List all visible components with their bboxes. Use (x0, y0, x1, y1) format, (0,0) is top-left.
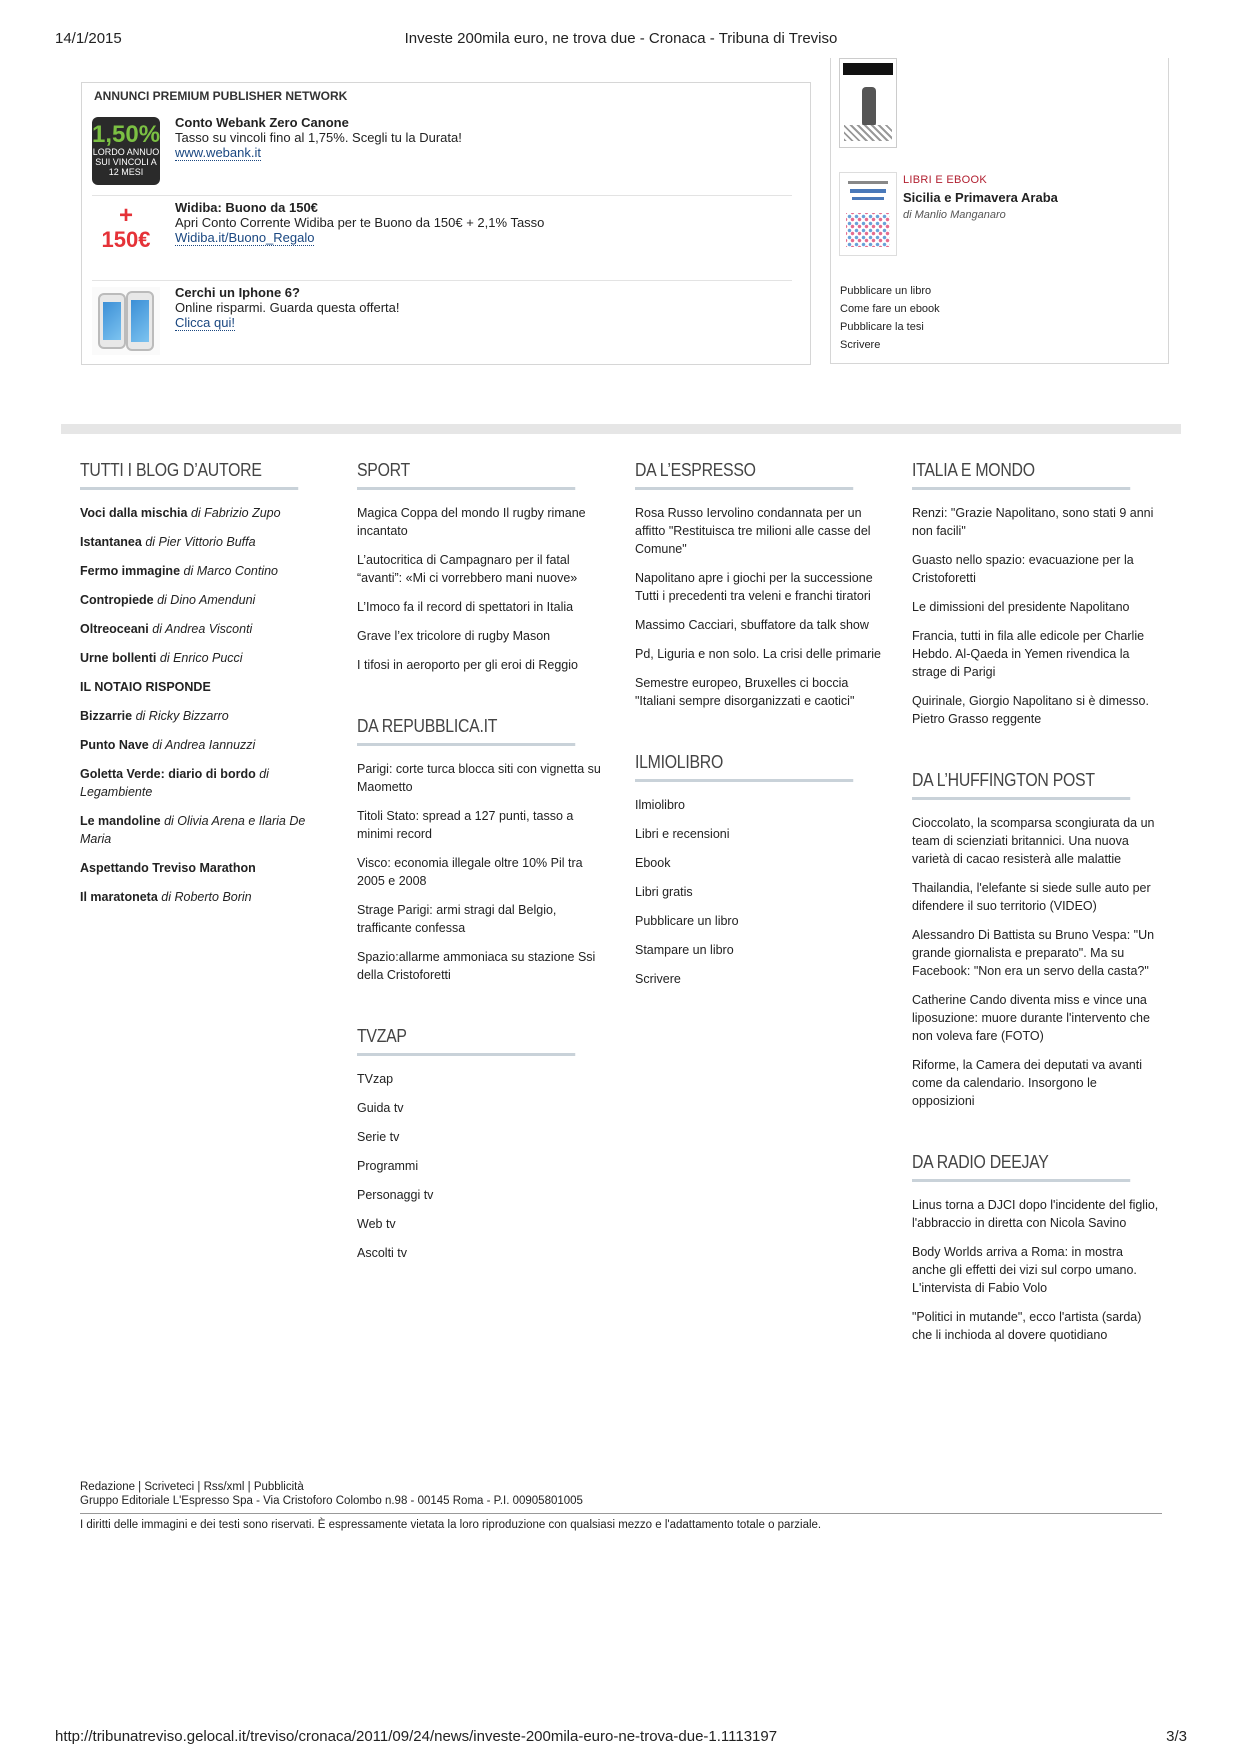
news-link[interactable]: Cioccolato, la scomparsa scongiurata da un team di scienziati britannici. Una nuova varietà di cacao resisterà alle malattie (912, 816, 1155, 866)
tvzap-list (357, 1070, 605, 1262)
tvzap-link[interactable]: Guida tv (357, 1101, 404, 1115)
ad-body: Online risparmi. Guarda questa offerta! (175, 300, 400, 315)
print-header (55, 30, 1187, 52)
ilmiolibro-list (635, 796, 883, 988)
news-link[interactable]: Titoli Stato: spread a 127 punti, tasso a minimi record (357, 809, 574, 841)
side-link[interactable]: Pubblicare la tesi (840, 321, 924, 333)
ad-webank[interactable] (92, 113, 792, 196)
blogs-column (80, 460, 328, 948)
news-link[interactable]: Body Worlds arriva a Roma: in mostra anche gli effetti dei vizi sul corpo umano. L'intervista di Fabio Volo (912, 1245, 1137, 1295)
news-link[interactable]: Napolitano apre i giochi per la successione Tutti i precedenti tra veleni e franchi tiratori (635, 571, 873, 603)
site-footer (80, 1480, 1162, 1532)
webank-rate-thumb[interactable] (92, 117, 160, 185)
news-link[interactable]: Visco: economia illegale oltre 10% Pil tra 2005 e 2008 (357, 856, 583, 888)
section-title: DA L’ESPRESSO (635, 460, 853, 490)
news-link[interactable]: Semestre europeo, Bruxelles ci boccia "Italiani sempre disorganizzati e caotici" (635, 676, 855, 708)
news-link[interactable]: Rosa Russo Iervolino condannata per un affitto "Restituisca tre milioni alle casse del Comune" (635, 506, 871, 556)
blog-list (80, 504, 328, 906)
huffington-list (912, 814, 1160, 1110)
ilmiolibro-link[interactable]: Scrivere (635, 972, 681, 986)
phone-icon (126, 291, 154, 351)
news-link[interactable]: Massimo Cacciari, sbuffatore da talk show (635, 618, 869, 632)
side-link[interactable]: Come fare un ebook (840, 303, 940, 315)
blog-item[interactable]: Oltreoceani di Andrea Visconti (80, 622, 253, 636)
print-page-number: 3/3 (1166, 1728, 1187, 1745)
tvzap-link[interactable]: Programmi (357, 1159, 419, 1173)
blog-item[interactable]: Contropiede di Dino Amenduni (80, 593, 256, 607)
section-title: ILMIOLIBRO (635, 752, 853, 782)
webank-rate-value: 1,50% (92, 121, 160, 148)
news-link[interactable]: Magica Coppa del mondo Il rugby rimane incantato (357, 506, 586, 538)
blog-item[interactable]: Fermo immagine di Marco Contino (80, 564, 279, 578)
deejay-list (912, 1196, 1160, 1344)
section-divider (61, 424, 1181, 434)
blog-item[interactable]: Punto Nave di Andrea Iannuzzi (80, 738, 256, 752)
footer-rights: I diritti delle immagini e dei testi sono riservati. È espressamente vietata la loro riproduzione con qualsiasi mezzo e l'adattamento totale o parziale. (80, 1519, 822, 1531)
news-link[interactable]: Quirinale, Giorgio Napolitano si è dimesso. Pietro Grasso reggente (912, 694, 1149, 726)
ad-headline[interactable]: Widiba: Buono da 150€ (175, 200, 318, 215)
phone-icon (98, 293, 126, 349)
blog-item[interactable]: Istantanea di Pier Vittorio Buffa (80, 535, 256, 549)
news-link[interactable]: Spazio:allarme ammoniaca su stazione Ssi della Cristoforetti (357, 950, 596, 982)
tvzap-link[interactable]: Personaggi tv (357, 1188, 434, 1202)
news-link[interactable]: L’Imoco fa il record di spettatori in Italia (357, 600, 574, 614)
ad-widiba[interactable] (92, 198, 792, 281)
blog-item[interactable]: Il maratoneta di Roberto Borin (80, 890, 252, 904)
sport-column (357, 460, 605, 1304)
section-title: DA REPUBBLICA.IT (357, 716, 575, 746)
ilmiolibro-link[interactable]: Stampare un libro (635, 943, 734, 957)
news-link[interactable]: Pd, Liguria e non solo. La crisi delle primarie (635, 647, 881, 661)
sport-list (357, 504, 605, 674)
blog-item[interactable]: Le mandoline di Olivia Arena e Ilaria De Maria (80, 814, 306, 846)
print-date: 14/1/2015 (55, 30, 122, 47)
news-link[interactable]: Renzi: "Grazie Napolitano, sono stati 9 anni non facili" (912, 506, 1154, 538)
footer-links[interactable]: Redazione | Scriveteci | Rss/xml | Pubblicità (80, 1481, 304, 1493)
side-links (840, 282, 940, 354)
news-link[interactable]: Grave l’ex tricolore di rugby Mason (357, 629, 551, 643)
blog-item[interactable]: Goletta Verde: diario di bordo di Legambiente (80, 767, 269, 799)
ilmiolibro-link[interactable]: Libri gratis (635, 885, 693, 899)
footer-company: Gruppo Editoriale L'Espresso Spa - Via Cristoforo Colombo n.98 - 00145 Roma - P.I. 00905801005 (80, 1495, 583, 1507)
ad-link[interactable]: Widiba.it/Buono_Regalo (175, 230, 315, 245)
books-side-box (830, 58, 1169, 364)
iphone-thumb[interactable] (92, 287, 160, 355)
section-title: ITALIA E MONDO (912, 460, 1130, 490)
news-link[interactable]: Parigi: corte turca blocca siti con vignetta su Maometto (357, 762, 601, 794)
section-title: TVZAP (357, 1026, 575, 1056)
section-title: DA L’HUFFINGTON POST (912, 770, 1130, 800)
ad-iphone[interactable] (92, 283, 792, 365)
print-title: Investe 200mila euro, ne trova due - Cronaca - Tribuna di Treviso (404, 30, 838, 47)
print-footer (55, 1728, 1187, 1750)
blog-item[interactable]: Voci dalla mischia di Fabrizio Zupo (80, 506, 281, 520)
ad-headline[interactable]: Conto Webank Zero Canone (175, 115, 349, 130)
news-link[interactable]: "Politici in mutande", ecco l'artista (sarda) che li inchioda al dovere quotidiano (912, 1310, 1142, 1342)
ad-body: Apri Conto Corrente Widiba per te Buono da 150€ + 2,1% Tasso (175, 215, 545, 230)
premium-ads-box (81, 82, 811, 365)
repubblica-list (357, 760, 605, 984)
news-link[interactable]: L’autocritica di Campagnaro per il fatal “avanti”: «Mi ci vorrebbero mani nuove» (357, 553, 578, 585)
book-category[interactable]: LIBRI E EBOOK (903, 174, 987, 186)
webank-rate-caption: LORDO ANNUO SUI VINCOLI A 12 MESI (92, 147, 160, 177)
news-link[interactable]: Thailandia, l'elefante si siede sulle auto per difendere il suo territorio (VIDEO) (912, 881, 1151, 913)
ad-headline[interactable]: Cerchi un Iphone 6? (175, 285, 300, 300)
bonus-amount: 150€ (101, 227, 151, 252)
blog-item[interactable]: IL NOTAIO RISPONDE (80, 680, 211, 694)
print-url: http://tribunatreviso.gelocal.it/treviso/cronaca/2011/09/24/news/investe-200mila-euro-ne-trova-due-1.1113197 (55, 1728, 778, 1745)
book-author: di Manlio Manganaro (903, 209, 1006, 221)
italia-mondo-list (912, 504, 1160, 728)
news-link[interactable]: Strage Parigi: armi stragi dal Belgio, trafficante confessa (357, 903, 557, 935)
ilmiolibro-link[interactable]: Ilmiolibro (635, 798, 686, 812)
footer-rule (80, 1513, 1162, 1514)
news-link[interactable]: Riforme, la Camera dei deputati va avanti come da calendario. Insorgono le opposizioni (912, 1058, 1142, 1108)
blog-item[interactable]: Aspettando Treviso Marathon (80, 861, 256, 875)
news-link[interactable]: I tifosi in aeroporto per gli eroi di Reggio (357, 658, 578, 672)
ad-body: Tasso su vincoli fino al 1,75%. Scegli tu la Durata! (175, 130, 462, 145)
book-title[interactable]: Sicilia e Primavera Araba (903, 190, 1058, 205)
tvzap-link[interactable]: Serie tv (357, 1130, 400, 1144)
news-link[interactable]: Linus torna a DJCI dopo l'incidente del figlio, l'abbraccio in diretta con Nicola Savino (912, 1198, 1159, 1230)
news-link[interactable]: Le dimissioni del presidente Napolitano (912, 600, 1130, 614)
ad-link[interactable]: www.webank.it (175, 145, 261, 160)
espresso-column (635, 460, 883, 1030)
tvzap-link[interactable]: Ascolti tv (357, 1246, 408, 1260)
section-title: DA RADIO DEEJAY (912, 1152, 1130, 1182)
news-link[interactable]: Francia, tutti in fila alle edicole per Charlie Hebdo. Al-Qaeda in Yemen rivendica la strage di Parigi (912, 629, 1145, 679)
book-cover-image[interactable] (839, 172, 897, 256)
ads-title: ANNUNCI PREMIUM PUBLISHER NETWORK (94, 89, 348, 103)
book-cover-image[interactable] (839, 58, 897, 148)
widiba-bonus-thumb[interactable] (92, 202, 160, 270)
news-link[interactable]: Alessandro Di Battista su Bruno Vespa: "Un grande giornalista e preparato". Ma su Facebook: "Non era un servo della casta?" (912, 928, 1155, 978)
blog-item[interactable]: Bizzarrie di Ricky Bizzarro (80, 709, 229, 723)
news-link[interactable]: Guasto nello spazio: evacuazione per la Cristoforetti (912, 553, 1134, 585)
blog-item[interactable]: Urne bollenti di Enrico Pucci (80, 651, 243, 665)
tvzap-link[interactable]: Web tv (357, 1217, 396, 1231)
ilmiolibro-link[interactable]: Ebook (635, 856, 671, 870)
bonus-plus: + (118, 202, 133, 229)
tvzap-link[interactable]: TVzap (357, 1072, 394, 1086)
news-link[interactable]: Catherine Cando diventa miss e vince una liposuzione: muore durante l'intervento che non voleva fare (FOTO) (912, 993, 1150, 1043)
section-title: SPORT (357, 460, 575, 490)
espresso-list (635, 504, 883, 710)
ilmiolibro-link[interactable]: Pubblicare un libro (635, 914, 739, 928)
side-link[interactable]: Scrivere (840, 339, 881, 351)
italia-mondo-column (912, 460, 1160, 1386)
side-link[interactable]: Pubblicare un libro (840, 285, 932, 297)
ilmiolibro-link[interactable]: Libri e recensioni (635, 827, 730, 841)
section-title: TUTTI I BLOG D’AUTORE (80, 460, 298, 490)
ad-link[interactable]: Clicca qui! (175, 315, 235, 330)
